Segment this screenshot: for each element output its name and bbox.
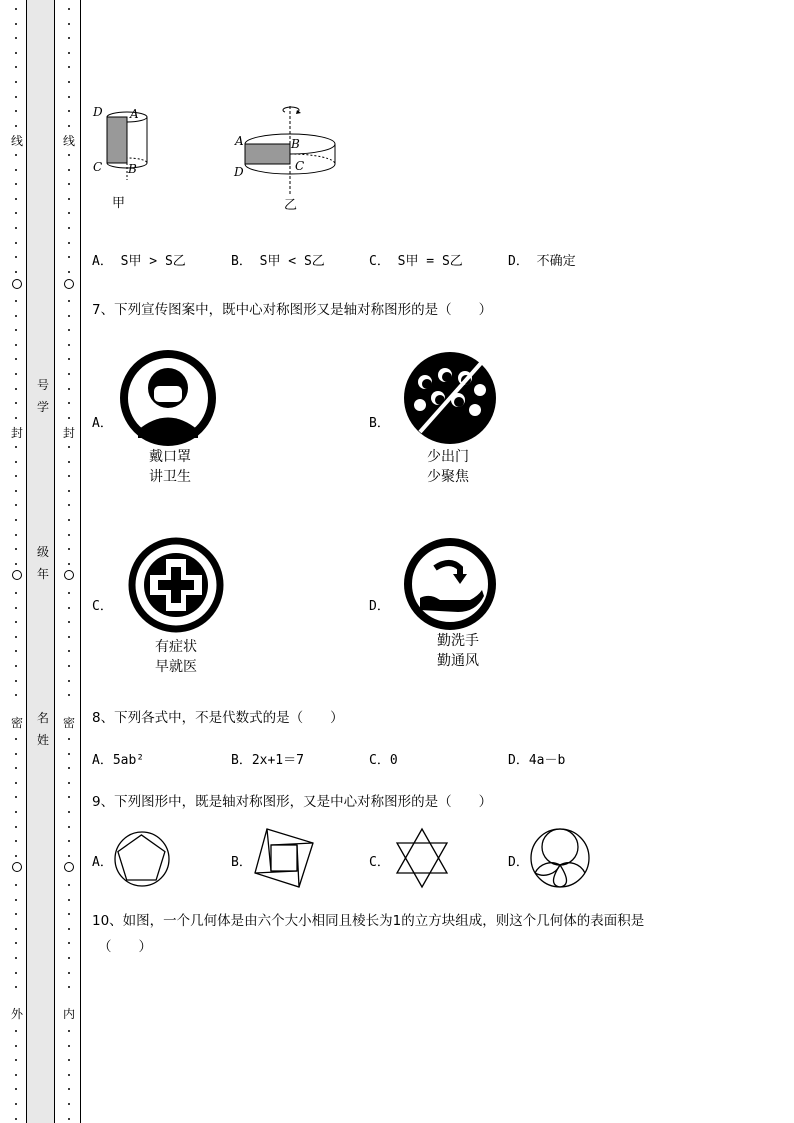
option-letter[interactable]: C． [369,855,390,870]
gutter-char: 内 [62,1007,75,1021]
cut-line-dot [15,694,17,696]
cut-line-dot [68,344,70,346]
cut-line-dot [15,519,17,521]
cut-line-dot [15,928,17,930]
q10-stem: 10、如图，一个几何体是由六个大小相同且棱长为1的立方块组成，则这个几何体的表面积是 [92,913,645,929]
cut-line-dot [68,271,70,273]
cut-line-dot [68,753,70,755]
cut-line-dot [15,329,17,331]
option-letter: D． [508,254,529,269]
option-letter[interactable]: D． [508,855,529,870]
cut-line-dot [68,183,70,185]
vertex-label: A [130,107,139,121]
cut-line-dot [68,534,70,536]
cut-line-dot [15,607,17,609]
option-letter: B． [231,254,252,269]
icon-caption: 少出门 少聚焦 [427,449,469,485]
option-expression: S甲 > S乙 [120,254,186,269]
cut-line-dot [15,212,17,214]
cut-line-dots-outer [12,0,22,1123]
q8-option-c[interactable]: C．0 [369,753,398,768]
cut-line-dot [68,212,70,214]
cut-line-dot [68,96,70,98]
cut-line-dot [15,738,17,740]
cut-line-dot [15,358,17,360]
cut-line-dot [68,154,70,156]
option-letter[interactable]: B． [369,416,390,431]
cut-line-dot [15,1103,17,1105]
cut-line-dot [15,8,17,10]
hand-wash-icon [400,538,500,634]
cut-line-dot [68,636,70,638]
gutter-char: 封 [62,426,75,440]
q7-stem: 7、下列宣传图案中，既中心对称图形又是轴对称图形的是（ ） [92,302,493,318]
cut-line-dot [68,8,70,10]
cut-line-dot [15,1118,17,1120]
vertex-label: D [93,105,103,119]
cut-line-dot [68,169,70,171]
cut-line-dot [68,650,70,652]
binding-hole-circle [64,862,74,872]
gutter-char: 外 [10,1007,23,1021]
option-letter[interactable]: A． [92,855,113,870]
cut-line-dot [68,300,70,302]
cut-line-dot [68,358,70,360]
cut-line-dot [15,767,17,769]
cut-line-dot [68,504,70,506]
q6-option-b[interactable] [231,250,325,269]
cut-line-dot [15,154,17,156]
cut-line-dot [15,183,17,185]
cut-line-dot [15,300,17,302]
cut-line-dot [15,125,17,127]
cut-line-dot [15,227,17,229]
cut-line-dot [15,972,17,974]
cut-line-dot [15,548,17,550]
cut-line-dot [15,490,17,492]
binding-hole-circle [12,570,22,580]
hexagram-icon [391,827,453,889]
gutter-char: 线 [62,134,75,148]
cut-line-dot [15,636,17,638]
cut-line-dot [15,37,17,39]
cut-line-dot [15,899,17,901]
cut-line-dot [68,1118,70,1120]
cut-line-dot [68,928,70,930]
cut-line-dot [68,315,70,317]
cut-line-dot [68,548,70,550]
three-arc-circle-icon [529,827,591,889]
cut-line-dot [68,81,70,83]
cut-line-dot [68,417,70,419]
binding-hole-circle [12,279,22,289]
cut-line-dot [15,665,17,667]
cut-line-dot [68,913,70,915]
q10-answer-bracket[interactable]: （ ） [98,939,152,955]
cut-line-dot [68,1088,70,1090]
q8-option-a[interactable]: A．5ab² [92,753,145,768]
cut-line-dot [68,738,70,740]
cut-line-dot [68,680,70,682]
cut-line-dot [15,534,17,536]
cut-line-dot [68,986,70,988]
cut-line-dot [15,563,17,565]
cut-line-dot [15,1045,17,1047]
cut-line-dot [68,826,70,828]
cut-line-dot [15,315,17,317]
vertex-label: C [295,159,305,173]
cut-line-dot [68,125,70,127]
cut-line-dot [15,621,17,623]
cut-line-dot [15,23,17,25]
cut-line-dot [15,475,17,477]
cut-line-dot [68,110,70,112]
vertex-label: C [93,160,103,174]
cut-line-dot [68,519,70,521]
cut-line-dot [68,811,70,813]
cut-line-dot [15,957,17,959]
cut-line-dot [15,1088,17,1090]
cut-line-dot [68,329,70,331]
q8-option-d[interactable]: D．4a－b [508,753,566,768]
cut-line-dot [15,388,17,390]
pentagon-in-circle-icon [113,830,171,888]
field-label-char: 级 [36,545,49,559]
cut-line-dot [15,504,17,506]
vertex-label: B [128,162,137,176]
cut-line-dot [68,855,70,857]
cut-line-dot [15,913,17,915]
cut-line-dot [15,373,17,375]
cut-line-dot [15,840,17,842]
cut-line-dot [68,592,70,594]
cut-line-dot [68,1045,70,1047]
cut-line-dot [68,373,70,375]
cut-line-dot [15,986,17,988]
icon-caption: 勤洗手 勤通风 [437,633,479,669]
cut-line-dot [68,242,70,244]
cut-line-dot [68,66,70,68]
cut-line-dot [68,840,70,842]
vertex-label: D [234,165,244,179]
cut-line-dot [15,256,17,258]
cut-line-dot [68,942,70,944]
field-label-char: 姓 [36,733,49,747]
field-label-char: 名 [36,711,49,725]
gutter-char: 封 [10,426,23,440]
cut-line-dot [68,899,70,901]
cut-line-dot [15,271,17,273]
q6-option-d[interactable] [508,250,576,269]
cut-line-dot [15,52,17,54]
rotated-squares-icon [253,827,315,889]
cut-line-dot [15,110,17,112]
cut-line-dot [15,446,17,448]
q8-stem: 8、下列各式中，不是代数式的是（ ） [92,710,344,726]
option-letter[interactable]: A． [92,416,113,431]
cut-line-dot [15,81,17,83]
cut-line-dot [15,1059,17,1061]
cut-line-dot [68,767,70,769]
cut-line-dot [68,782,70,784]
figure-caption: 甲 [112,196,126,211]
cut-line-dot [15,1074,17,1076]
gutter-char: 线 [10,134,23,148]
cut-line-dot [68,607,70,609]
binding-hole-circle [64,570,74,580]
q9-stem: 9、下列图形中，既是轴对称图形，又是中心对称图形的是（ ） [92,794,493,810]
cut-line-dot [68,1074,70,1076]
cut-line-dot [15,811,17,813]
binding-hole-circle [12,862,22,872]
cut-line-dot [68,37,70,39]
cut-line-dot [68,796,70,798]
cut-line-dot [68,461,70,463]
cut-line-dot [68,227,70,229]
cut-line-dots-inner [65,0,75,1123]
figure-caption: 乙 [284,198,298,213]
option-letter[interactable]: D． [369,599,390,614]
cut-line-dot [15,680,17,682]
gutter-char: 密 [10,716,23,730]
cut-line-dot [68,1059,70,1061]
crowd-icon [400,350,500,446]
cut-line-dot [68,1103,70,1105]
cut-line-dot [68,256,70,258]
cut-line-dot [15,344,17,346]
cut-line-dot [68,884,70,886]
cut-line-dot [68,52,70,54]
cut-line-dot [15,461,17,463]
binding-margin-info-strip [26,0,55,1123]
cut-line-dot [15,417,17,419]
option-letter[interactable]: C． [92,599,113,614]
option-letter: C． [369,254,390,269]
cut-line-dot [68,446,70,448]
cut-line-dot [68,490,70,492]
cut-line-dot [68,23,70,25]
q8-option-b[interactable]: B．2x+1＝7 [231,753,304,768]
cut-line-dot [15,66,17,68]
cut-line-dot [15,782,17,784]
cut-line-dot [15,242,17,244]
cut-line-dot [68,621,70,623]
cut-line-dot [15,402,17,404]
cut-line-dot [15,855,17,857]
cut-line-dot [68,563,70,565]
vertex-label: A [235,134,244,148]
cut-line-dot [15,753,17,755]
cut-line-dot [15,942,17,944]
cut-line-dot [68,1030,70,1032]
cut-line-dot [15,169,17,171]
cut-line-dot [15,796,17,798]
option-letter: A． [92,254,113,269]
cut-line-dot [15,592,17,594]
cut-line-dot [68,388,70,390]
cut-line-dot [15,650,17,652]
option-letter[interactable]: B． [231,855,252,870]
q6-option-c[interactable] [369,250,463,269]
cut-line-dot [68,957,70,959]
cut-line-dot [68,475,70,477]
q6-option-a[interactable] [92,250,186,269]
icon-caption: 戴口罩 讲卫生 [149,449,191,485]
cut-line-dot [68,694,70,696]
cut-line-dot [15,826,17,828]
cut-line-dot [68,665,70,667]
cut-line-dot [68,402,70,404]
icon-caption: 有症状 早就医 [155,639,197,675]
vertex-label: B [291,137,300,151]
field-label-char: 年 [36,567,49,581]
option-expression: S甲 < S乙 [259,254,325,269]
binding-hole-circle [64,279,74,289]
cut-line-dot [15,884,17,886]
field-label-char: 学 [36,400,49,414]
cut-line-dot [15,96,17,98]
option-expression: 不确定 [536,254,576,269]
cut-line-dot [15,198,17,200]
option-expression: S甲 = S乙 [397,254,463,269]
cut-line-dot [68,972,70,974]
gutter-char: 密 [62,716,75,730]
field-label-char: 号 [36,378,49,392]
cut-line-dot [15,1030,17,1032]
cut-line-dot [68,198,70,200]
mask-person-icon [120,350,216,446]
medical-cross-icon [126,537,226,633]
